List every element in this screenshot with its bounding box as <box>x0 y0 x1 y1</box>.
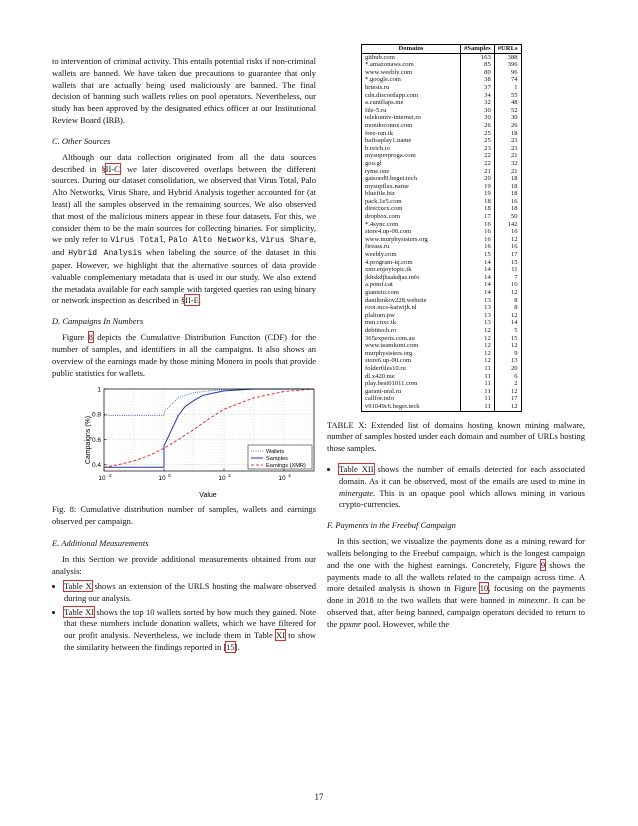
x-tick-exponent: 2 <box>228 474 231 480</box>
table-row <box>362 281 522 289</box>
right-column <box>327 44 585 631</box>
table-row <box>362 327 522 335</box>
table-cell-urls: 50 <box>494 213 521 221</box>
table-cell-samples: 85 <box>461 61 495 69</box>
table-cell-domain: store6.up-00.com <box>362 357 461 365</box>
table-row <box>362 213 522 221</box>
table-cell-urls: 5 <box>494 327 521 335</box>
table-cell-samples: 11 <box>461 395 495 403</box>
table-row <box>362 190 522 198</box>
table-cell-urls: 7 <box>494 274 521 282</box>
table-cell-domain: www.teamlumt.com <box>362 342 461 350</box>
ref-link-table-x[interactable]: Table X <box>64 580 92 591</box>
x-tick-label: 10 <box>98 475 106 483</box>
legend-label: Earnings (XMR) <box>266 463 306 470</box>
table-row <box>362 373 522 381</box>
table-cell-urls: 74 <box>494 76 521 84</box>
table-cell-domain: folderfiles10.ru <box>362 365 461 373</box>
table-cell-domain: mysupflax.name <box>362 183 461 191</box>
table-cell-samples: 12 <box>461 335 495 343</box>
table-cell-urls: 30 <box>494 114 521 122</box>
table-cell-samples: 14 <box>461 289 495 297</box>
table-cell-urls: 12 <box>494 289 521 297</box>
ref-link-table-xi[interactable]: Table XI <box>64 606 95 617</box>
table-cell-domain: 365experts.com.au <box>362 335 461 343</box>
table-cell-samples: 14 <box>461 274 495 282</box>
table-cell-domain: a.cuntflaps.me <box>362 99 461 107</box>
table-cell-urls: 16 <box>494 243 521 251</box>
table-cell-urls: 18 <box>494 183 521 191</box>
table-cell-samples: 12 <box>461 327 495 335</box>
table-cell-domain: *.amazonaws.com <box>362 61 461 69</box>
table-row <box>362 175 522 183</box>
table-row <box>362 266 522 274</box>
table-cell-samples: 14 <box>461 266 495 274</box>
table-cell-domain: mysuperproga.com <box>362 152 461 160</box>
table-header-samples: #Samples <box>461 45 495 54</box>
table-cell-samples: 11 <box>461 365 495 373</box>
table-cell-samples: 38 <box>461 76 495 84</box>
table-cell-urls: 21 <box>494 152 521 160</box>
ref-link-table-xii[interactable]: Table XII <box>339 464 374 474</box>
table-cell-samples: 22 <box>461 160 495 168</box>
section-f-title: F. Payments in the Freebuf Campaign <box>327 520 456 531</box>
table-cell-samples: 34 <box>461 92 495 100</box>
table-cell-samples: 11 <box>461 403 495 411</box>
table-cell-urls: 96 <box>494 69 521 77</box>
list-item: • Table X shows an extension of the URLS hosting the malware observed during our analysis. <box>64 581 316 605</box>
table-row <box>362 388 522 396</box>
section-d-paragraph: Figure 8 depicts the Cumulative Distribution Function (CDF) for the number of samples, and identifiers in all the campaigns. It also shows an overview of the earnings made by those mining Monero in pools that provide public statistics for wallets. <box>52 332 317 378</box>
table-cell-domain: murphysisters.org <box>362 350 461 358</box>
table-cell-urls: 18 <box>494 130 521 138</box>
table-cell-domain: www.murphysisters.org <box>362 236 461 244</box>
table-cell-urls: 2 <box>494 380 521 388</box>
ref-link-figure-9[interactable]: 9 <box>540 559 546 570</box>
table-cell-urls: 8 <box>494 304 521 312</box>
table-cell-urls: 18 <box>494 205 521 213</box>
ref-link-ii-c[interactable]: II-C <box>105 163 120 174</box>
table-cell-urls: 16 <box>494 198 521 206</box>
table-cell-urls: 32 <box>494 160 521 168</box>
table-cell-urls: 9 <box>494 350 521 358</box>
table-cell-samples: 18 <box>461 205 495 213</box>
table-cell-samples: 37 <box>461 84 495 92</box>
table-cell-samples: 25 <box>461 130 495 138</box>
table-cell-domain: goo.gl <box>362 160 461 168</box>
table-row <box>362 312 522 320</box>
section-e-title: E. Additional Measurements <box>52 538 149 549</box>
table-row <box>362 53 522 61</box>
list-item: • Table XII shows the number of emails detected for each associated domain. As it can be observed, most of the emails are used to mine in minergate. This is an opaque pool which allows mining in various crypto-currencies. <box>339 464 585 511</box>
table-cell-domain: mondoconnx.com <box>362 122 461 130</box>
intro-paragraph: to intervention of criminal activity. This entails potential risks if non-criminal wallets are banned. We have taken due precautions to guarantee that only wallets that are actually being used maliciously are banned. The final decision of banning such wallets relies on pool operators. Nevertheless, our study has been approved by the designated ethics officer at our Institutional Review Board (IRB). <box>52 56 316 125</box>
table-row <box>362 145 522 153</box>
ref-link-figure-10[interactable]: 10 <box>479 583 489 594</box>
mono-virus-total: Virus Total <box>110 236 164 246</box>
table-cell-urls: 23 <box>494 145 521 153</box>
table-cell-domain: plalium.pw <box>362 312 461 320</box>
table-cell-samples: 15 <box>461 251 495 259</box>
y-tick-label: 0.8 <box>91 412 101 420</box>
table-cell-urls: 20 <box>494 365 521 373</box>
left-column <box>52 56 316 656</box>
table-cell-samples: 11 <box>461 373 495 381</box>
table-cell-samples: 21 <box>461 168 495 176</box>
table-cell-domain: bluefile.biz <box>362 190 461 198</box>
table-cell-urls: 18 <box>494 190 521 198</box>
mono-hybrid-analysis: Hybrid Analysis <box>68 249 143 259</box>
table-cell-urls: 1 <box>494 84 521 92</box>
table-cell-domain: jkhskdjhsakdjas.info <box>362 274 461 282</box>
table-cell-samples: 32 <box>461 99 495 107</box>
table-cell-domain: tyme.one <box>362 168 461 176</box>
table-cell-samples: 23 <box>461 145 495 153</box>
table-cell-domain: garant-ural.ru <box>362 388 461 396</box>
table-cell-samples: 30 <box>461 107 495 115</box>
table-cell-samples: 16 <box>461 228 495 236</box>
table-cell-samples: 12 <box>461 350 495 358</box>
table-row <box>362 289 522 297</box>
table-cell-domain: free-run.tk <box>362 130 461 138</box>
table-cell-domain: dropbox.com <box>362 213 461 221</box>
table-cell-domain: play.best01011.com <box>362 380 461 388</box>
table-cell-samples: 18 <box>461 198 495 206</box>
legend-label: Wallets <box>266 449 285 456</box>
table-cell-domain: b.reich.io <box>362 145 461 153</box>
table-cell-samples: 26 <box>461 122 495 130</box>
table-x-caption: TABLE X: Extended list of domains hosting known mining malware, number of samples hosted under each domain and number of URLs hosting those samples. <box>327 419 585 453</box>
table-row <box>362 114 522 122</box>
table-cell-urls: 11 <box>494 266 521 274</box>
cdf-chart <box>52 385 316 500</box>
table-cell-urls: 8 <box>494 297 521 305</box>
table-row <box>362 152 522 160</box>
ref-link-ii-e[interactable]: II-E <box>185 295 199 306</box>
table-cell-urls: 15 <box>494 259 521 267</box>
list-item: • Table XI shows the top 10 wallets sorted by how much they gained. Note that these numbers include donation wallets, which we have filtered for our profit analysis. Nevertheless, we include them in Table XI to show the similarity between the findings reported in [15]. <box>64 607 316 654</box>
section-f-paragraph: In this section, we visualize the payments done as a mining reward for wallets belonging to the Freebuf campaign, which is the longest campaign and the one with the highest earnings. Concretely, Figure 9 shows the payments made to all the wallets related to the campaign across time. A more detailed analysis is shown in Figure 10, focusing on the payments done in 2018 to the two wallets that were banned in minexmr. It can be observed that, after being banned, campaign operators decided to return to the ppxmr pool. However, while the <box>327 536 586 629</box>
table-cell-samples: 19 <box>461 190 495 198</box>
ref-link-figure-8[interactable]: 8 <box>88 332 93 343</box>
table-cell-domain: github.com <box>362 53 461 61</box>
chart-ylabel: Campaigns (%) <box>85 416 92 465</box>
domains-table <box>361 44 522 412</box>
table-row <box>362 92 522 100</box>
table-header-domains: Domains <box>362 45 461 54</box>
page-number: 17 <box>314 792 324 802</box>
table-cell-domain: *.4sync.com <box>362 221 461 229</box>
table-row <box>362 357 522 365</box>
table-cell-samples: 11 <box>461 388 495 396</box>
ref-link-citation-15[interactable]: 15 <box>226 641 235 652</box>
table-cell-urls: 14 <box>494 319 521 327</box>
table-header-urls: #URLs <box>494 45 521 54</box>
table-cell-urls: 388 <box>494 53 521 61</box>
table-cell-urls: 12 <box>494 403 521 411</box>
table-cell-urls: 16 <box>494 281 521 289</box>
y-tick-label: 0.6 <box>91 437 101 445</box>
table-cell-urls: 21 <box>494 168 521 176</box>
table-row <box>362 365 522 373</box>
table-cell-samples: 19 <box>461 183 495 191</box>
table-row <box>362 76 522 84</box>
table-cell-samples: 22 <box>461 152 495 160</box>
table-cell-samples: 17 <box>461 213 495 221</box>
table-cell-urls: 142 <box>494 221 521 229</box>
table-cell-samples: 13 <box>461 297 495 305</box>
table-cell-samples: 30 <box>461 114 495 122</box>
table-cell-samples: 80 <box>461 69 495 77</box>
table-cell-domain: file-5.ru <box>362 107 461 115</box>
table-row <box>362 183 522 191</box>
table-cell-samples: 13 <box>461 304 495 312</box>
mono-virus-share: Virus Share <box>260 236 314 246</box>
ref-link-table-xi-2[interactable]: XI <box>275 630 285 641</box>
table-cell-domain: 4.program-iq.com <box>362 259 461 267</box>
table-cell-domain: bafisaplay1.name <box>362 137 461 145</box>
table-cell-samples: 16 <box>461 243 495 251</box>
table-cell-urls: 12 <box>494 342 521 350</box>
table-cell-samples: 20 <box>461 175 495 183</box>
x-tick-label: 10 <box>218 475 226 483</box>
table-cell-samples: 16 <box>461 221 495 229</box>
table-cell-samples: 16 <box>461 236 495 244</box>
table-row <box>362 297 522 305</box>
table-row <box>362 335 522 343</box>
y-tick-label: 1 <box>97 386 101 394</box>
table-cell-urls: 23 <box>494 137 521 145</box>
table-row <box>362 160 522 168</box>
table-cell-urls: 52 <box>494 107 521 115</box>
table-cell-urls: 13 <box>494 357 521 365</box>
table-row <box>362 84 522 92</box>
table-row <box>362 205 522 213</box>
table-row <box>362 107 522 115</box>
table-cell-domain: daniltinkov228.website <box>362 297 461 305</box>
table-row <box>362 350 522 358</box>
table-cell-samples: 12 <box>461 357 495 365</box>
table-cell-urls: 396 <box>494 61 521 69</box>
table-row <box>362 251 522 259</box>
table-cell-domain: giantsto.com <box>362 289 461 297</box>
x-tick-label: 10 <box>158 475 166 483</box>
y-tick-label: 0.4 <box>91 462 101 470</box>
table-row <box>362 304 522 312</box>
table-row <box>362 243 522 251</box>
table-cell-samples: 14 <box>461 281 495 289</box>
table-cell-urls: 17 <box>494 251 521 259</box>
table-cell-urls: 12 <box>494 312 521 320</box>
table-cell-samples: 12 <box>461 342 495 350</box>
table-cell-domain: telekomtv-internet.ro <box>362 114 461 122</box>
table-cell-domain: gatsoed9.beget.tech <box>362 175 461 183</box>
table-row <box>362 61 522 69</box>
table-cell-domain: cdn.discordapp.com <box>362 92 461 100</box>
table-cell-domain: store4.up-00.com <box>362 228 461 236</box>
table-row <box>362 221 522 229</box>
section-c-paragraph: Although our data collection originated from all the data sources described in §II-C, we later discovered overlaps between the different sources. During our dataset consolidation, we observed that Virus Total, Palo Alto Networks, Virus Share, and Hybrid Analysis together accounted for (at least) all the samples observed in the remaining sources. We also observed that most of the malicious miners appear in these four datasets. For this, we consider them to be the main sources for collecting binaries. For simplicity, we only refer to Virus Total, Palo Alto Networks, Virus Share, and Hybrid Analysis when labeling the source of the dataset in this paper. However, we highlight that the alternative sources of data provide valuable complementary metadata that is used in our study. We also extend the metadata available for each sample with targeted queries ran using binary or network inspection as described in §II-E. <box>52 151 316 306</box>
table-row <box>362 228 522 236</box>
measurements-list-continued <box>327 464 585 511</box>
table-cell-domain: fireass.ru <box>362 243 461 251</box>
table-body <box>362 53 522 411</box>
table-cell-samples: 13 <box>461 312 495 320</box>
x-tick-exponent: -2 <box>107 474 112 480</box>
x-tick-label: 10 <box>278 475 286 483</box>
table-row <box>362 403 522 411</box>
table-cell-domain: www.weebly.com <box>362 69 461 77</box>
measurements-list <box>52 581 316 654</box>
section-c-title: C. Other Sources <box>52 135 111 146</box>
table-cell-domain: pack.1e5.com <box>362 198 461 206</box>
table-row <box>362 380 522 388</box>
table-cell-domain: debittech.ro <box>362 327 461 335</box>
table-row <box>362 198 522 206</box>
table-cell-urls: 16 <box>494 228 521 236</box>
table-cell-domain: mm.cnxc.tk <box>362 319 461 327</box>
x-tick-exponent: 0 <box>168 474 171 480</box>
table-cell-urls: 18 <box>494 175 521 183</box>
table-cell-urls: 48 <box>494 99 521 107</box>
table-row <box>362 395 522 403</box>
table-row <box>362 69 522 77</box>
table-cell-domain: directxex.com <box>362 205 461 213</box>
chart-xlabel: Value <box>199 492 217 500</box>
table-row <box>362 259 522 267</box>
table-cell-urls: 55 <box>494 92 521 100</box>
table-cell-urls: 15 <box>494 335 521 343</box>
table-cell-urls: 26 <box>494 122 521 130</box>
section-e-intro: In this Section we provide additional measurements obtained from our analysis: <box>52 554 316 577</box>
figure-8-caption: Fig. 8: Cumulative distribution number of samples, wallets and earnings observed per campaign. <box>52 504 316 526</box>
table-row <box>362 122 522 130</box>
table-cell-urls: 12 <box>494 236 521 244</box>
table-cell-samples: 11 <box>461 380 495 388</box>
x-tick-exponent: 4 <box>288 474 291 480</box>
table-row <box>362 274 522 282</box>
table-row <box>362 130 522 138</box>
chart-legend <box>248 445 312 469</box>
table-cell-samples: 163 <box>461 53 495 61</box>
table-cell-domain: hrtests.ru <box>362 84 461 92</box>
table-row <box>362 236 522 244</box>
table-cell-domain: root.mcs-katwijk.nl <box>362 304 461 312</box>
table-cell-samples: 14 <box>461 259 495 267</box>
table-row <box>362 137 522 145</box>
table-row <box>362 168 522 176</box>
table-row <box>362 319 522 327</box>
legend-label: Samples <box>266 456 288 463</box>
section-d-title: D. Campaigns In Numbers <box>52 316 144 327</box>
table-cell-domain: callfor.info <box>362 395 461 403</box>
table-cell-domain: a.pomf.cat <box>362 281 461 289</box>
table-cell-domain: dl.x420.me <box>362 373 461 381</box>
mono-palo-alto: Palo Alto Networks <box>168 236 256 246</box>
table-cell-urls: 12 <box>494 388 521 396</box>
table-row <box>362 99 522 107</box>
table-cell-domain: weebly.com <box>362 251 461 259</box>
table-cell-domain: v91049c6.beget.tech <box>362 403 461 411</box>
table-cell-samples: 25 <box>461 137 495 145</box>
table-row <box>362 342 522 350</box>
table-cell-samples: 13 <box>461 319 495 327</box>
table-cell-domain: xmr.enjoytopic.tk <box>362 266 461 274</box>
table-cell-urls: 17 <box>494 395 521 403</box>
table-cell-domain: *.google.com <box>362 76 461 84</box>
table-cell-urls: 6 <box>494 373 521 381</box>
